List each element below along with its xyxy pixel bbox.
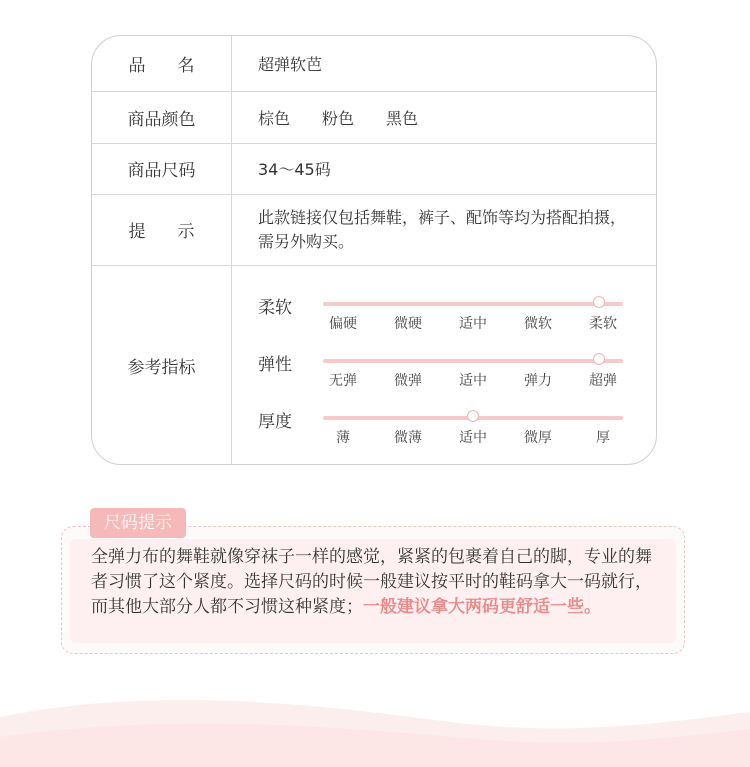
metric-knob	[593, 353, 605, 365]
label-product-size: 商品尺码	[127, 161, 196, 181]
label-tip: 提示	[128, 222, 227, 242]
metric-name: 厚度	[258, 412, 292, 432]
metric-tick-label: 微弹	[394, 373, 422, 389]
metric-0	[258, 293, 628, 343]
row-reference	[92, 265, 656, 465]
row-product-color	[92, 91, 656, 144]
row-tip	[92, 194, 656, 266]
metric-tick-label: 微软	[524, 316, 552, 332]
value-tip: 此款链接仅包括舞鞋，裤子、配饰等均为搭配拍摄，需另外购买。	[258, 208, 627, 251]
metric-tick-label: 微厚	[524, 430, 552, 446]
metric-tick-label: 微薄	[394, 430, 422, 446]
size-note-body: 全弹力布的舞鞋就像穿袜子一样的感觉，紧紧的包裹着自己的脚，专业的舞者习惯了这个紧度。选择尺码的时候一般建议按平时的鞋码拿大一码就行，而其他大部分人都不习惯这种紧度；	[91, 547, 652, 617]
product-spec-table	[91, 35, 657, 465]
label-reference: 参考指标	[127, 358, 196, 378]
metric-knob	[593, 296, 605, 308]
color-option: 棕色	[258, 108, 291, 128]
value-product-name: 超弹软芭	[258, 55, 323, 74]
size-note-text	[91, 545, 661, 620]
metric-tick-label: 厚	[596, 430, 610, 446]
metric-tick-label: 柔软	[589, 316, 617, 332]
row-product-size	[92, 143, 656, 195]
metric-tick-label: 薄	[336, 430, 350, 446]
metric-name: 柔软	[258, 298, 292, 318]
row-product-name	[92, 36, 656, 92]
metric-knob	[467, 410, 479, 422]
metric-tick-label: 适中	[459, 373, 487, 389]
metric-track	[323, 359, 623, 363]
decorative-wave	[0, 677, 750, 767]
metric-tick-label: 无弹	[329, 373, 357, 389]
size-note-badge: 尺码提示	[90, 508, 186, 538]
color-option: 黑色	[386, 108, 419, 128]
metric-track	[323, 302, 623, 306]
metric-tick-label: 适中	[459, 316, 487, 332]
color-option: 粉色	[322, 108, 355, 128]
label-product-name: 品名	[128, 56, 227, 76]
metric-tick-label: 微硬	[394, 316, 422, 332]
value-product-size: 34～45码	[258, 160, 331, 179]
value-product-colors	[258, 91, 636, 143]
metric-tick-label: 弹力	[524, 373, 552, 389]
metric-tick-label: 适中	[459, 430, 487, 446]
size-note-highlight: 一般建议拿大两码更舒适一些。	[363, 597, 601, 617]
metric-1	[258, 350, 628, 400]
label-product-color: 商品颜色	[127, 109, 196, 130]
metric-name: 弹性	[258, 355, 292, 375]
metric-tick-label: 超弹	[589, 373, 617, 389]
metric-tick-label: 偏硬	[329, 316, 357, 332]
metric-2	[258, 407, 628, 457]
